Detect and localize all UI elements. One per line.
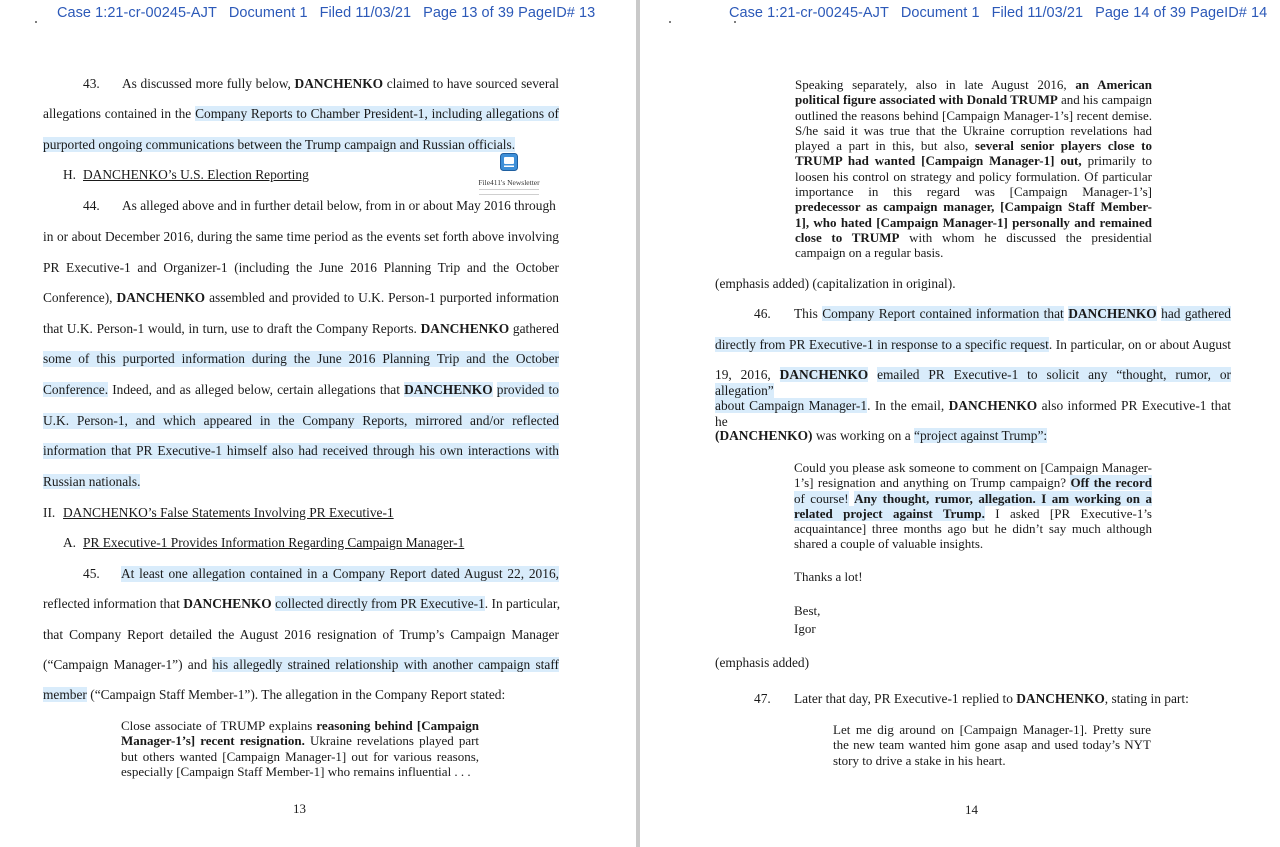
text-line: (DANCHENKO) was working on a “project against Trump”: (715, 428, 1048, 443)
newsletter-title: File411's Newsletter (478, 178, 540, 187)
page-number: 14 (965, 802, 978, 817)
text-line: (“Campaign Manager-1”) and his allegedly strained relationship with another campaign staff (43, 657, 559, 672)
email-closing: Best, (794, 603, 821, 618)
text-line: PR Executive-1 and Organizer-1 (including the June 2016 Planning Trip and the October (43, 260, 559, 275)
paragraph-number: 47. (754, 691, 771, 706)
left-page-header (57, 5, 607, 21)
document-number: Document 1 (900, 5, 980, 21)
section-letter: A. (63, 535, 77, 550)
text-line: Conference), DANCHENKO assembled and provided to U.K. Person-1 purported information (43, 290, 560, 305)
paragraph-number: 46. (754, 306, 771, 321)
text-line: Later that day, PR Executive-1 replied to DANCHENKO, stating in part: (794, 691, 1189, 706)
page-id-label: Page 13 of 39 PageID# 13 (423, 5, 596, 21)
text-line: As discussed more fully below, DANCHENKO claimed to have sourced several (122, 76, 560, 91)
text-line: purported ongoing communications between the Trump campaign and Russian officials. (43, 137, 516, 152)
section-letter: H. (63, 167, 77, 182)
text-line: This Company Report contained information that DANCHENKO had gathered (794, 306, 1231, 321)
paragraph-number: 45. (83, 566, 100, 581)
section-heading: DANCHENKO’s False Statements Involving PR Executive-1 (63, 505, 394, 520)
emphasis-note: (emphasis added) (715, 655, 810, 670)
section-letter: II. (43, 505, 56, 520)
document-number: Document 1 (228, 5, 308, 21)
right-page-header (729, 5, 1279, 21)
section-heading: DANCHENKO’s U.S. Election Reporting (83, 167, 309, 182)
email-sender-name: Igor (794, 621, 816, 636)
text-line: Russian nationals. (43, 474, 141, 489)
text-line: about Campaign Manager-1. In the email, DANCHENKO also informed PR Executive-1 that he (715, 398, 1231, 429)
text-line: member (“Campaign Staff Member-1”). The allegation in the Company Report stated: (43, 687, 506, 702)
block-quote: Let me dig around on [Campaign Manager-1]. Pretty sure the new team wanted him gone asap and used today’s NYT story to drive a stake in his heart. (833, 722, 1151, 768)
text-line: 19, 2016, DANCHENKO emailed PR Executive-1 to solicit any “thought, rumor, or allegation” (715, 367, 1231, 398)
left-document-page (0, 0, 636, 847)
text-line: information that PR Executive-1 himself also had received through his own interactions with (43, 443, 559, 458)
paragraph-number: 43. (83, 76, 100, 91)
scan-speck (669, 21, 671, 23)
section-heading: PR Executive-1 Provides Information Regarding Campaign Manager-1 (83, 535, 465, 550)
paragraph-number: 44. (83, 198, 100, 213)
filed-date: Filed 11/03/21 (991, 5, 1084, 21)
right-document-page (640, 0, 1280, 847)
case-number: Case 1:21-cr-00245-AJT (57, 5, 217, 21)
email-signoff: Thanks a lot! (794, 569, 863, 584)
page-id-label: Page 14 of 39 PageID# 14 (1095, 5, 1268, 21)
text-line: some of this purported information during the June 2016 Planning Trip and the October (43, 351, 559, 366)
text-line: that Company Report detailed the August 2016 resignation of Trump’s Campaign Manager (43, 627, 559, 642)
emphasis-note: (emphasis added) (capitalization in original). (715, 276, 956, 291)
text-line: Conference. Indeed, and as alleged below, certain allegations that DANCHENKO provided to (43, 382, 559, 397)
newsletter-caption-lines (479, 189, 539, 195)
text-line: directly from PR Executive-1 in response to a specific request. In particular, on or about August (715, 337, 1231, 352)
newsletter-icon (500, 153, 518, 171)
block-quote: Close associate of TRUMP explains reasoning behind [Campaign Manager-1’s] recent resignation. Ukraine revelations played part but others wanted [Campaign Manager-1] out for various reasons, especially [Campaign Staff Member-1] who remains influential . . . (121, 718, 480, 779)
text-line: reflected information that DANCHENKO collected directly from PR Executive-1. In particular, (43, 596, 561, 611)
email-quote: Could you please ask someone to comment on [Campaign Manager- 1’s] resignation and anything on Trump campaign? Off the record of course! Any thought, rumor, allegation. I am working on a related project against Trump. I asked [PR Executive-1’s acquaintance] three months ago but he didn’t say much although shared a couple of valuable insights. (794, 460, 1153, 552)
page-number: 13 (293, 801, 306, 816)
text-line: U.K. Person-1, and which appeared in the Company Reports, mirrored and/or reflected (43, 413, 559, 428)
text-line: in or about December 2016, during the same time period as the events set forth above involving (43, 229, 559, 244)
text-line: allegations contained in the Company Reports to Chamber President-1, including allegations of (43, 106, 559, 121)
scan-speck (35, 21, 37, 23)
filed-date: Filed 11/03/21 (319, 5, 412, 21)
block-quote: Speaking separately, also in late August 2016, an American political figure associated with Donald TRUMP and his campaign outlined the reasons behind [Campaign Manager-1’s] recent demise. S/he said it was true that the Ukraine corruption revelations had played a part in this, but also, several senior players close to TRUMP had wanted [Campaign Manager-1] out, primarily to loosen his control on strategy and policy formulation. Of particular importance in this regard was [Campaign Manager-1’s] predecessor as campaign manager, [Campaign Staff Member- 1], who hated [Campaign Manager-1] personally and remained close to TRUMP with whom he discussed the presidential campaign on a regular basis. (795, 77, 1153, 261)
text-line: that U.K. Person-1 would, in turn, use to draft the Company Reports. DANCHENKO gathered (43, 321, 559, 336)
text-line: At least one allegation contained in a Company Report dated August 22, 2016, (121, 566, 559, 581)
scan-speck (734, 21, 736, 23)
newsletter-badge[interactable] (472, 153, 546, 199)
case-number: Case 1:21-cr-00245-AJT (729, 5, 889, 21)
text-line: As alleged above and in further detail below, from in or about May 2016 through (122, 198, 556, 213)
